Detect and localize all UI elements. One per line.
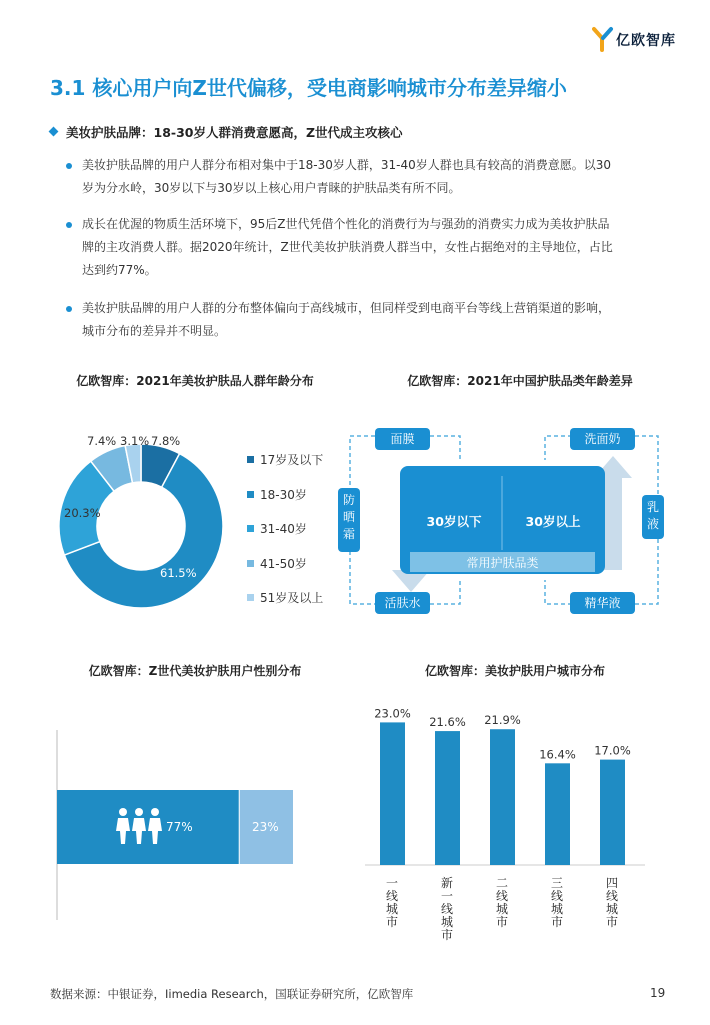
- page-title: 3.1 核心用户向Z世代偏移，受电商影响城市分布差异缩小: [50, 76, 567, 100]
- legend-swatch: [247, 491, 254, 498]
- donut-label: 3.1%: [120, 434, 150, 448]
- brand-logo: [592, 26, 702, 52]
- bullet-dot-icon: [66, 163, 72, 169]
- legend-item: [247, 520, 307, 537]
- page-number: 19: [650, 986, 666, 1000]
- city-bar: [600, 760, 625, 865]
- center-label-over30: 30岁以上: [525, 514, 581, 529]
- bullet-item: [66, 154, 666, 200]
- bullet-dot-icon: [66, 222, 72, 228]
- legend-swatch: [247, 525, 254, 532]
- bullet-line: 达到约77%。: [82, 263, 157, 277]
- bullet-line: 成长在优渥的物质生活环境下，95后Z世代凭借个性化的消费行为与强劲的消费实力成为美妆护肤品: [82, 217, 610, 231]
- diamond-bullet-icon: [49, 127, 59, 137]
- donut-label: 7.4%: [87, 434, 117, 448]
- label-box-lotion: 乳液: [642, 495, 664, 539]
- male-share-label: 23%: [252, 820, 279, 834]
- label-box-toner: 活肤水: [375, 592, 430, 614]
- bullet-line: 岁为分水岭，30岁以下与30岁以上核心用户青睐的护肤品类有所不同。: [82, 181, 461, 195]
- legend-item: [247, 589, 323, 606]
- label-box-essence: 精华液: [570, 592, 635, 614]
- age-chart-title: 亿欧智库：2021年美妆护肤品人群年龄分布: [76, 374, 314, 388]
- bullet-dot-icon: [66, 306, 72, 312]
- donut-label: 7.8%: [151, 434, 181, 448]
- legend-swatch: [247, 594, 254, 601]
- women-group-icon: [115, 807, 163, 845]
- city-axis-label: 四线城市: [605, 876, 618, 929]
- female-share-label: 77%: [166, 820, 193, 834]
- legend-label: 41-50岁: [260, 557, 307, 571]
- bullet-line: 城市分布的差异并不明显。: [82, 324, 227, 338]
- logo-icon: [592, 26, 614, 52]
- legend-item: [247, 486, 307, 503]
- right-dashed-connector: [545, 580, 572, 604]
- city-bar: [380, 722, 405, 865]
- legend-item: [247, 555, 307, 572]
- legend-swatch: [247, 560, 254, 567]
- donut-label: 61.5%: [160, 566, 197, 580]
- legend-swatch: [247, 456, 254, 463]
- city-axis-label: 二线城市: [495, 876, 508, 929]
- city-axis-label: 三线城市: [550, 876, 563, 929]
- legend-label: 31-40岁: [260, 522, 307, 536]
- city-bar-value-label: 23.0%: [374, 706, 411, 721]
- section-heading-text: 美妆护肤品牌：18-30岁人群消费意愿高，Z世代成主攻核心: [66, 125, 403, 140]
- city-bar-value-label: 21.9%: [484, 713, 521, 728]
- center-bar-label: 常用护肤品类: [466, 556, 539, 570]
- bullet-line: 牌的主攻消费人群。据2020年统计，Z世代美妆护肤消费人群当中，女性占据绝对的主导地位，占比: [82, 240, 613, 254]
- age-donut-chart: [55, 440, 235, 620]
- city-chart-title: 亿欧智库：美妆护肤用户城市分布: [424, 664, 605, 678]
- city-bar: [435, 731, 460, 865]
- city-axis-label: 一线城市: [385, 876, 398, 929]
- city-bar-value-label: 21.6%: [429, 715, 466, 730]
- center-label-under30: 30岁以下: [426, 514, 482, 529]
- left-dashed-connector: [430, 580, 460, 604]
- city-bar: [545, 763, 570, 865]
- city-bar-value-label: 16.4%: [539, 747, 576, 762]
- label-box-sunscreen: 防晒霜: [338, 488, 360, 552]
- diagram-title: 亿欧智库：2021年中国护肤品类年龄差异: [407, 374, 633, 388]
- left-dashed-connector: [430, 436, 460, 460]
- legend-label: 18-30岁: [260, 488, 307, 502]
- logo-text: 亿欧智库: [616, 33, 676, 49]
- section-heading: [50, 123, 403, 141]
- legend-label: 17岁及以下: [260, 453, 324, 467]
- city-bar-value-label: 17.0%: [594, 743, 631, 758]
- legend-label: 51岁及以上: [260, 591, 324, 605]
- city-bar: [490, 729, 515, 865]
- city-axis-label: 新一线城市: [440, 876, 453, 942]
- source-note: 数据来源：中银证券，Iimedia Research，国联证券研究所，亿欧智库: [50, 987, 414, 1001]
- label-box-mask: 面膜: [375, 428, 430, 450]
- city-bar-chart: [355, 690, 655, 870]
- right-dashed-connector: [545, 436, 572, 460]
- legend-item: [247, 451, 323, 468]
- bullet-line: 美妆护肤品牌的用户人群分布相对集中于18-30岁人群，31-40岁人群也具有较高的消费意愿。以30: [82, 158, 612, 172]
- donut-label: 20.3%: [64, 506, 101, 520]
- bullet-item: [66, 297, 666, 343]
- bullet-item: [66, 213, 666, 282]
- gender-chart-title: 亿欧智库：Z世代美妆护肤用户性别分布: [88, 664, 302, 678]
- label-box-cleanser: 洗面奶: [570, 428, 635, 450]
- bullet-line: 美妆护肤品牌的用户人群的分布整体偏向于高线城市，但同样受到电商平台等线上营销渠道的影响，: [82, 301, 611, 315]
